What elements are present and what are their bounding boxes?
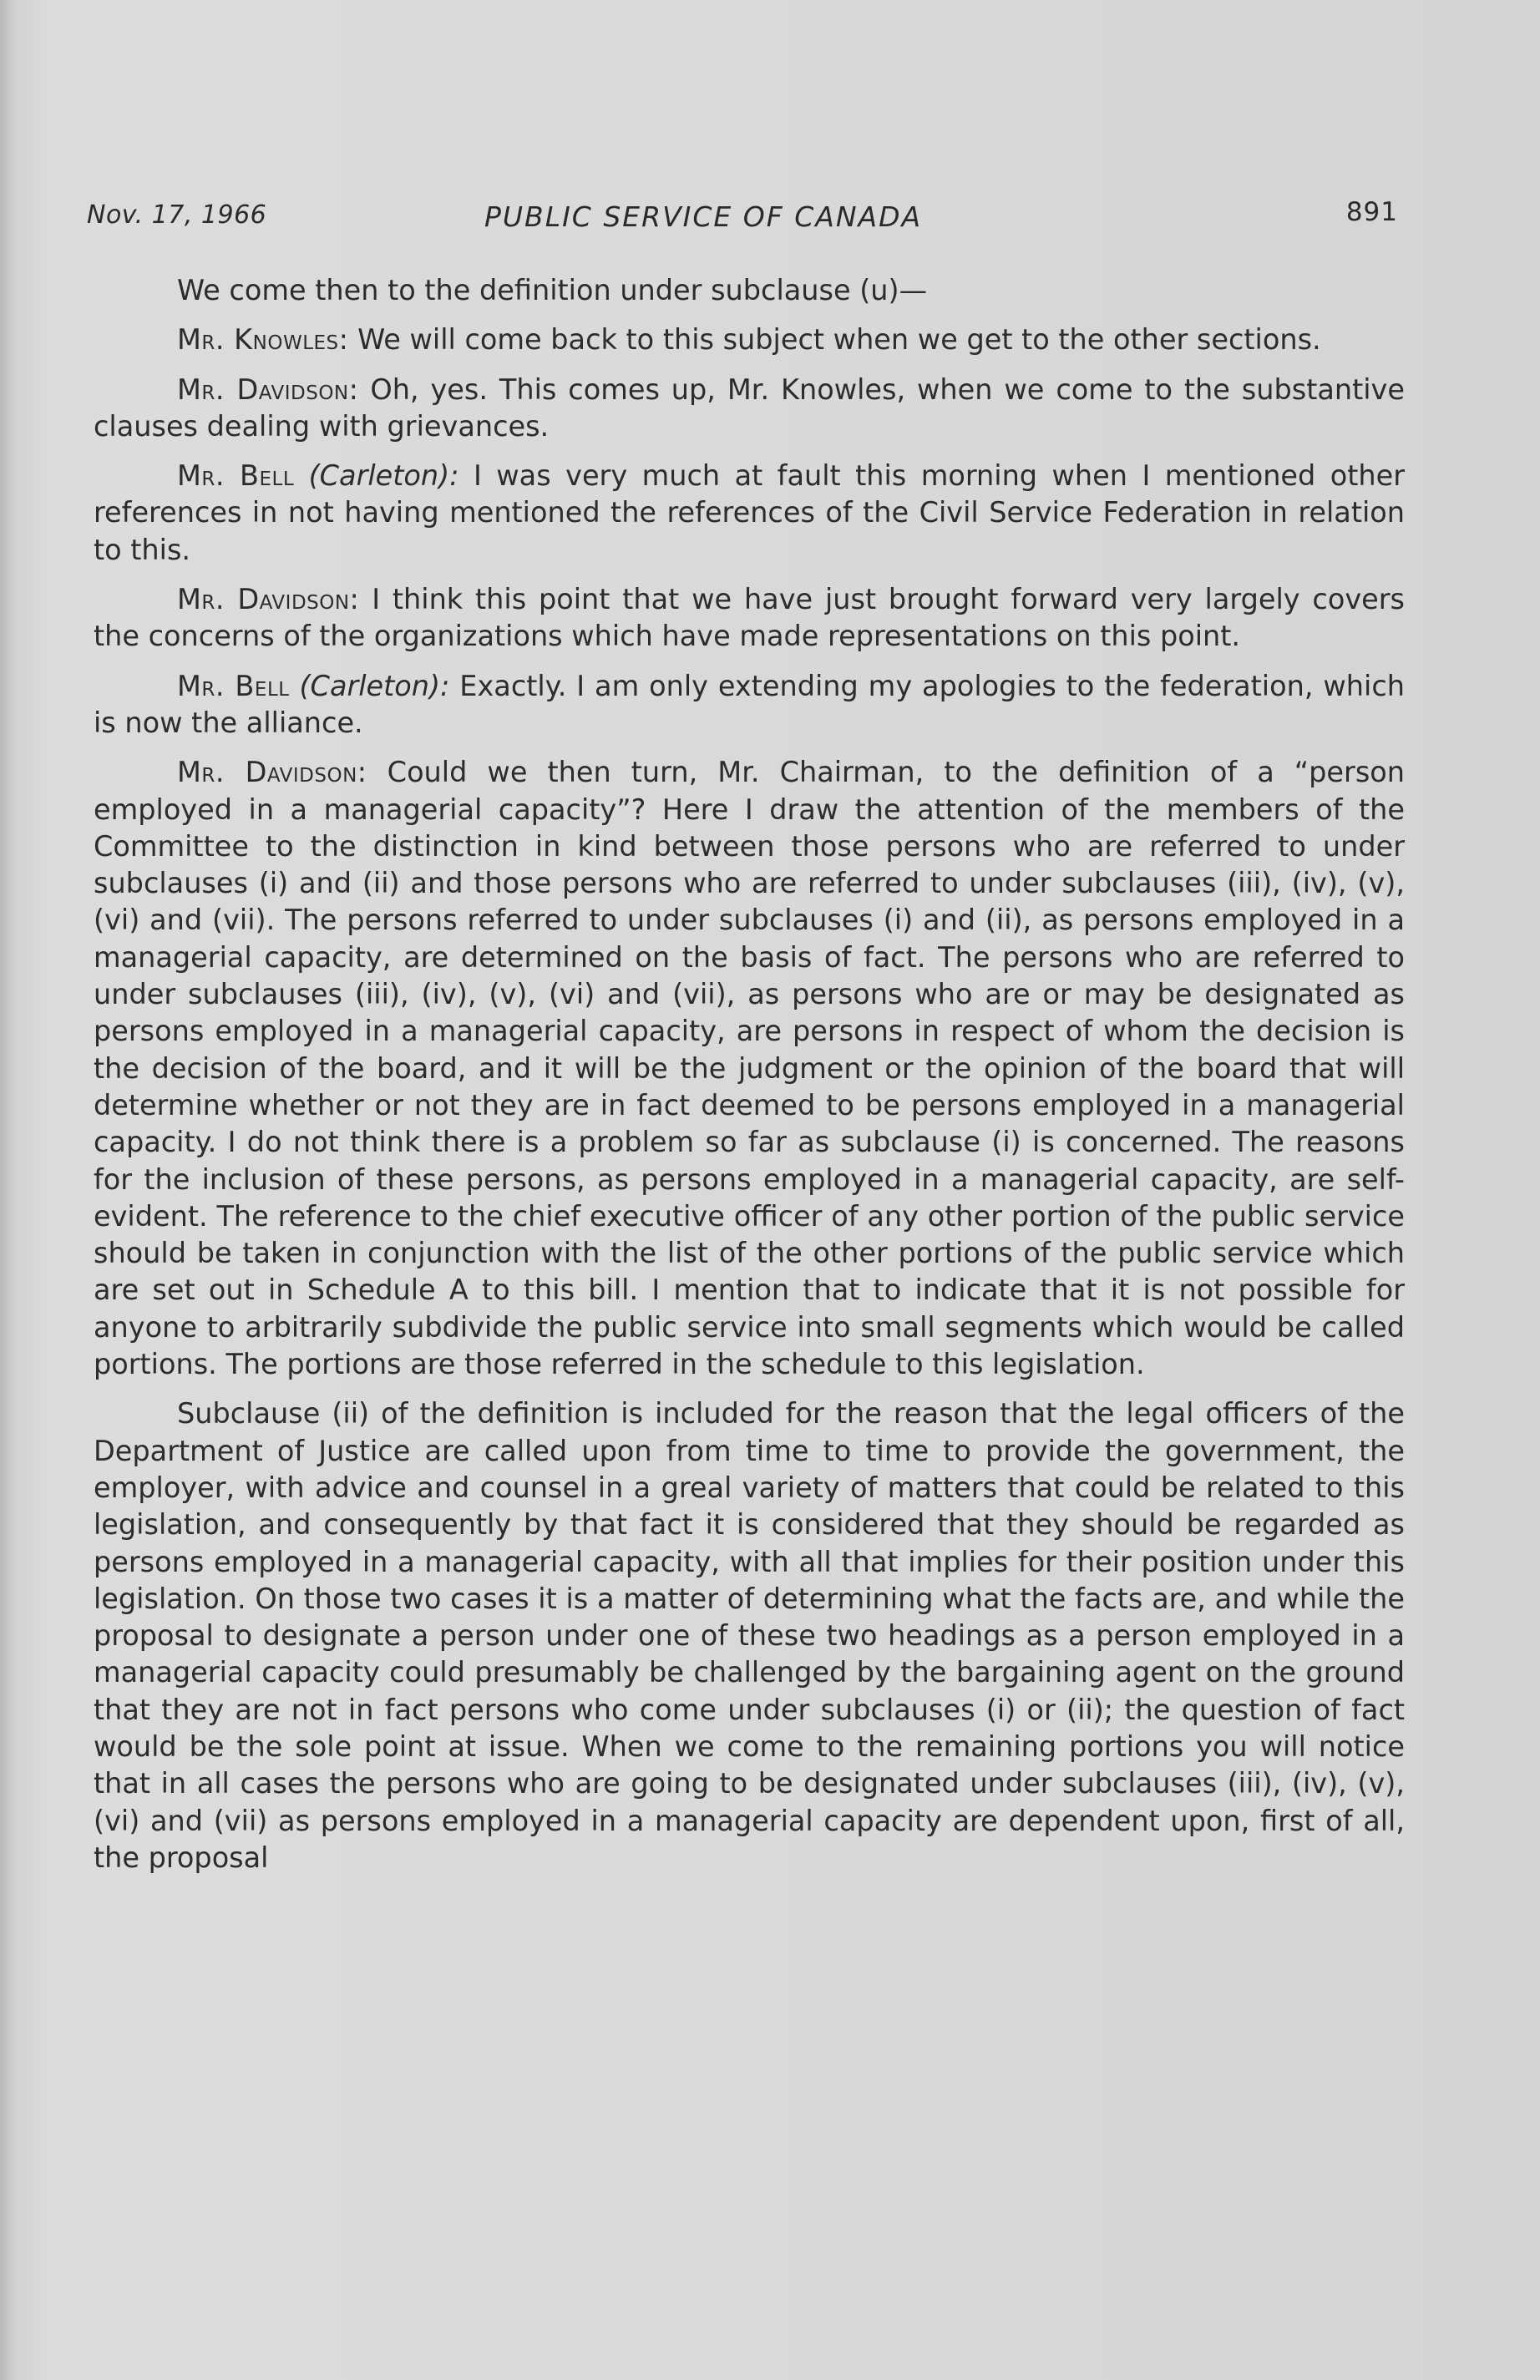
page-number: 891 — [1345, 197, 1398, 227]
paragraph — [94, 1395, 1405, 1876]
paragraph-text: We will come back to this subject when we get to the other sections. — [357, 323, 1321, 357]
running-header — [87, 194, 1398, 235]
speaker-riding: (Carleton): — [299, 669, 450, 702]
speaker-name: Mr. Bell — [177, 459, 295, 493]
speaker-riding: (Carleton): — [308, 459, 459, 493]
paragraph — [94, 372, 1405, 446]
paragraph-text: Exactly. I am only extending my apologies to the federation, which is now the alliance. — [94, 669, 1405, 739]
paragraph — [94, 581, 1405, 656]
speaker-name: Mr. Knowles: — [177, 323, 349, 357]
header-title: PUBLIC SERVICE OF CANADA — [484, 200, 923, 233]
paragraph — [94, 322, 1405, 358]
paragraph-text: We come then to the definition under subclause (u)— — [177, 274, 928, 306]
paragraph — [94, 458, 1405, 569]
paragraph-text: Could we then turn, Mr. Chairman, to the definition of a “person employed in a managerial capacity”? Here I draw the attention of the members of the Committee to the distinction in kind between those persons who are referred to under subclauses (i) and (ii) and those persons who are referred to under subclauses (iii), (iv), (v), (vi) and (vii). The persons referred to under subclauses (i) and (ii), as persons employed in a managerial capacity, are determined on the basis of fact. The persons who are referred to under subclauses (iii), (iv), (v), (vi) and (vii), as persons who are or may be designated as persons employed in a managerial capacity, are persons in respect of whom the decision is the decision of the board, and it will be the judgment or the opinion of the board that will determine whether or not they are in fact deemed to be persons employed in a managerial capacity. I do not think there is a problem so far as subclause (i) is concerned. The reasons for the inclusion of these persons, as persons employed in a managerial capacity, are self-evident. The reference to the chief executive officer of any other portion of the public service should be taken in conjunction with the list of the other portions of the public service which are set out in Schedule A to this bill. I mention that to indicate that it is not possible for anyone to arbitrarily subdivide the public service into small segments which would be called portions. The portions are those referred in the schedule to this legislation. — [94, 756, 1405, 1381]
speaker-name: Mr. Davidson: — [177, 756, 367, 789]
paragraph-text: Oh, yes. This comes up, Mr. Knowles, when we come to the substantive clauses dealing with grievances. — [94, 372, 1405, 443]
paragraph — [94, 754, 1405, 1383]
header-date: Nov. 17, 1966 — [87, 200, 267, 230]
speaker-name: Mr. Davidson: — [177, 372, 359, 406]
speaker-name: Mr. Bell — [177, 669, 290, 702]
paragraph-text: I think this point that we have just brought forward very largely covers the concerns of the organizations which have made representations on this point. — [94, 583, 1405, 653]
paragraph-text: Subclause (ii) of the definition is included for the reason that the legal officers of the Department of Justice are called upon from time to time to provide the government, the employer, with advice and counsel in a greal variety of matters that could be related to this legislation, and consequently by that fact it is considered that they should be regarded as persons employed in a managerial capacity, with all that implies for their position under this legislation. On those two cases it is a matter of determining what the facts are, and while the proposal to designate a person under one of these two headings as a person employed in a managerial capacity could presumably be challenged by the bargaining agent on the ground that they are not in fact persons who come under subclauses (i) or (ii); the question of fact would be the sole point at issue. When we come to the remaining portions you will notice that in all cases the persons who are going to be designated under subclauses (iii), (iv), (v), (vi) and (vii) as persons employed in a managerial capacity are dependent upon, first of all, the proposal — [94, 1397, 1405, 1874]
speaker-name: Mr. Davidson: — [177, 583, 360, 616]
paragraph — [94, 272, 1405, 309]
paragraph-text: I was very much at fault this morning when I mentioned other references in not having mentioned the references of the Civil Service Federation in relation to this. — [94, 459, 1405, 566]
paragraph — [94, 668, 1405, 742]
transcript-body — [94, 272, 1405, 1889]
